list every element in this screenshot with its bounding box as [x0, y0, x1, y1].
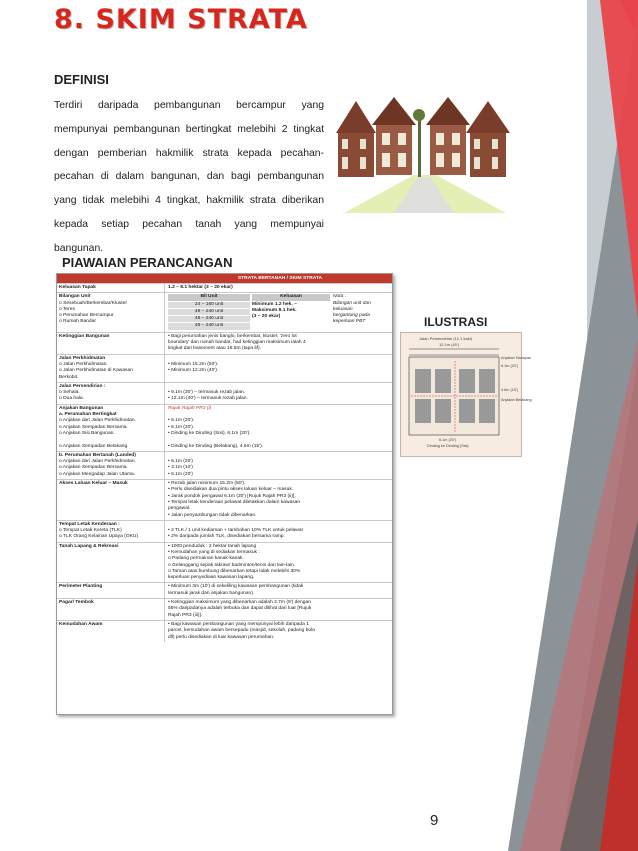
row-label-cell [57, 543, 165, 583]
bil-unit-value: 24 – 160 unit [168, 302, 250, 308]
standards-table [56, 273, 393, 715]
row-value-cell [165, 333, 392, 354]
page-title: 8. SKIM STRATA [54, 4, 308, 35]
row-value-line: • 6.1m (20'). [168, 424, 195, 430]
row-value-line: o Padang permainan kanak-kanak. [168, 556, 244, 562]
row-label-line: o Anjakan dari Jalan Perkhidmatan. [59, 418, 136, 424]
row-label-line: o Jalan Perkhidmatan di Kawasan [59, 368, 133, 374]
definisi-heading: DEFINISI [54, 72, 109, 87]
row-label-cell [57, 452, 165, 479]
row-value-line: keperluan penyediaan kawasan lapang. [168, 575, 255, 581]
row-value-line: boundary' dan rumah bandar, had ketinggian maksimum ialah 4 [168, 340, 306, 346]
row-value-line: • Bagi perumahan jenis banglo, berkembar, kluster, 'zero lot [168, 333, 297, 339]
nota-line: bergantung pada [333, 313, 370, 319]
row-value-line: • 6.1m (20'). [168, 418, 195, 424]
row-value-line: • Kemudahan yang di sediakan termasuk : [168, 549, 260, 555]
row-value-line: 55% daripadanya adalah terbuka dan dapat dilihat dari luar [Rujuk [168, 606, 312, 612]
table-row [57, 451, 392, 479]
row-label-cell [57, 405, 165, 451]
row-label-line: o Dua hala. [59, 396, 85, 402]
row-label-line: o Anjakan Sisi Bangunan. [59, 430, 115, 436]
nota-line: Nota : [333, 294, 347, 300]
table-row [57, 292, 392, 331]
row-value-line: • Tempat letak kenderaan pelawat diletakkan dalam kawasan [168, 499, 301, 505]
row-label-line: a. Perumahan Bertingkat [59, 412, 117, 418]
row-value-line: • 3.1m (10') [168, 465, 193, 471]
bil-unit-value: 48 – 240 unit [168, 316, 250, 322]
table-row [57, 404, 392, 451]
row-label-line: o Anjakan dari Jalan Perkhidmatan. [59, 459, 136, 465]
row-value-line: • Minimum 12.2m (40'). [168, 368, 219, 374]
plan-label-jalan-width: 12.1m (40') [439, 342, 460, 347]
table-row [57, 332, 392, 354]
site-plan-illustration [400, 332, 532, 457]
row-value-line: pengawal. [168, 506, 191, 512]
row-label-line: Keluasan Tapak [59, 285, 96, 290]
row-value-cell [165, 621, 392, 642]
row-value-line: Rujuk Rajah PR3 (i) [168, 405, 212, 411]
row-value-cell [165, 521, 392, 542]
row-value-cell [165, 383, 392, 404]
row-value-line: • 1000 penduduk : 2 hektar tanah lapang [168, 543, 257, 549]
row-label-line: o Anjakan Sempadan Belakang. [59, 443, 129, 449]
row-value-cell [165, 293, 392, 331]
table-row [57, 582, 392, 598]
row-label-line: Kemudahan Awam [59, 621, 103, 627]
row-label-line: o Anjakan Sempadan Bersama. [59, 424, 128, 430]
table-row [57, 283, 392, 292]
plan-label-belakang: Anjakan Belakang [501, 398, 532, 402]
row-value-line: parcel, kemudahan awam bersepadu (masjid, sekolah, padang bola [168, 628, 315, 634]
row-value-cell [165, 480, 392, 520]
row-label-cell [57, 355, 165, 382]
row-value-line: • 6.1m (20') [168, 471, 193, 477]
nota-line: keluasan [333, 306, 353, 312]
row-label-cell [57, 284, 165, 292]
table-row [57, 620, 392, 642]
bil-unit-value: 48 – 240 unit [168, 309, 250, 315]
table-row [57, 479, 392, 520]
row-value-line: • 6.1m (20') [168, 459, 193, 465]
row-label-line: Akses Laluan Keluar – Masuk [59, 481, 128, 487]
row-label-line: Bilangan Unit [59, 294, 91, 300]
row-label-line: b. Perumahan Bertanah (Landed) [59, 452, 136, 458]
row-label-cell [57, 583, 165, 598]
row-value-line: • Jarak pondok pengawal 6.1m (20') [Rujuk Rajah PR3 (ii)]. [168, 493, 296, 499]
row-label-line: o Perumahan Bercampur [59, 313, 114, 319]
table-row [57, 598, 392, 620]
row-value-line: • Minimum 3m (10') di sekeliling kawasan pembangunan (tidak [168, 584, 304, 590]
row-value-line: o Taman atas bumbung dibenarkan tetapi tidak melebihi 30% [168, 568, 301, 574]
row-label-line: o Sesebuah/Berkembar/Kluster [59, 300, 127, 306]
table-header-title: STRATA BERTANAH / SKIM STRATA [237, 276, 323, 281]
table-row [57, 354, 392, 382]
nota-line: keperluan PBT [333, 319, 366, 325]
row-label-cell [57, 383, 165, 404]
row-value-line: termasuk jarak dari anjakan bangunan). [168, 590, 255, 596]
row-label-line: o Rumah Bandar [59, 319, 96, 325]
row-label-line: Anjakan Bangunan [59, 405, 104, 411]
row-label-line: Perimeter Planting [59, 584, 103, 590]
ilustrasi-heading: ILUSTRASI [424, 315, 488, 329]
row-label-cell [57, 599, 165, 620]
row-value-line: • Bagi kawasan pembangunan yang mempunyai lebih daripada 1 [168, 621, 309, 627]
plan-label-jalan: Jalan Persendirian (12.1 kaki) [419, 336, 472, 341]
row-label-cell [57, 521, 165, 542]
table-header [57, 274, 392, 283]
table-row [57, 382, 392, 404]
row-value-line: • Rezab jalan minimum 15.2m (50'). [168, 481, 246, 487]
row-value-line: • 9.1m (30') – termasuk rezab jalan. [168, 390, 246, 396]
row-label-cell [57, 621, 165, 642]
row-value-cell [165, 405, 392, 451]
row-label-line: o Teres [59, 306, 75, 312]
row-value-line: 1.2 – 8.1 hektar (3 – 20 ekar) [168, 285, 233, 290]
row-label-line: o TLK Orang Kelainan Upaya (OKU) [59, 534, 139, 540]
table-row [57, 542, 392, 583]
row-value-line: • Minimum 15.2m (50'). [168, 361, 219, 367]
plan-label-bottom-value: 6.1m (20') [439, 438, 456, 442]
row-label-line: Tempat Letak Kenderaan : [59, 521, 120, 527]
row-value-cell [165, 355, 392, 382]
row-value-cell [165, 284, 392, 292]
row-value-line: tingkat dari basement atau 18.5m (tapa lif). [168, 346, 261, 352]
keluasan-line: (3 – 20 ekar) [252, 314, 281, 320]
row-value-cell [165, 452, 392, 479]
piawaian-heading: PIAWAIAN PERANCANGAN [62, 255, 233, 270]
row-value-line: • 12.1m (40') – termasuk rezab jalan. [168, 396, 248, 402]
keluasan-line: Maksimum 8.1 hek. [252, 307, 297, 313]
site-plan-diagram [401, 333, 532, 456]
row-label-line: o Anjakan Mengadap Jalan Utama. [59, 471, 136, 477]
plan-label-anjakan-value: 6.1m (20') [501, 364, 518, 368]
row-value-line: dll) perlu disediakan di luar kawasan perumahan. [168, 634, 275, 640]
plan-label-anjakan: Anjakan Hadapan [501, 356, 532, 360]
row-label-line: o Sehala. [59, 390, 80, 396]
table-row [57, 520, 392, 542]
house-illustration [334, 95, 514, 215]
row-value-line: o Gelanggang sepak takraw/ badminton/tenis dan lain-lain. [168, 562, 296, 568]
row-value-line: • Jalan penyambungan tidak dibenarkan. [168, 512, 257, 518]
row-label-line: Ketinggian Bangunan [59, 333, 110, 339]
row-value-cell [165, 543, 392, 583]
bil-unit-value: 48 – 240 unit [168, 323, 250, 329]
keluasan-line: Minimum 1.2 hek. – [252, 301, 297, 307]
nota-line: Bilangan unit dan [333, 300, 371, 306]
page-number: 9 [430, 812, 439, 829]
row-label-line: Jalan Perkhidmatan [59, 355, 106, 361]
row-label-line: Pagar/ Tembok [59, 600, 94, 606]
row-label-line: Berkobit. [59, 374, 79, 380]
row-value-line: • 2 TLK / 1 unit kediaman + tambahan 10% TLK untuk pelawat [168, 528, 303, 534]
row-label-line: Jalan Persendirian : [59, 383, 106, 389]
row-value-line: • 2% daripada jumlah TLK, disediakan bersama ramp. [168, 534, 285, 540]
definisi-text: Terdiri daripada pembangunan bercampur yang mempunyai pembangunan bertingkat melebihi 2 tingkat dengan pemberian hakmilik strata kepada pecahan-pecahan di dalam bangunan, dan bagi pembangunan yang tidak melebihi 4 tingkat, hakmilik strata diberikan kepada setiap pecahan tanah yang mempunyai bangunan. [54, 100, 324, 254]
row-value-line: • Ketinggian maksimum yang dibenarkan adalah 2.7m (9') dengan [168, 600, 311, 606]
plan-label-belakang-value: 4.6m (15') [501, 388, 518, 392]
row-label-line: o Jalan Perkhidmatan. [59, 361, 108, 367]
row-label-cell [57, 480, 165, 520]
row-label-line: o Tempat Letak Kereta (TLK) [59, 528, 122, 534]
row-value-line: • Perlu disediakan dua pintu akses laluan keluar – masuk. [168, 487, 294, 493]
row-value-cell [165, 599, 392, 620]
plan-label-dinding: Dinding ke Dinding (Sisi) [427, 444, 469, 448]
row-label-line: Tanah Lapang & Rekreasi [59, 543, 119, 549]
row-label-line: o Anjakan Sempadan Bersama. [59, 465, 128, 471]
row-value-line: • Dinding ke Dinding (Belakang), 4.6m (15'). [168, 443, 264, 449]
row-value-cell [165, 583, 392, 598]
row-label-cell [57, 293, 165, 331]
row-value-line: • Dinding ke Dinding (Sisi), 6.1m (20'). [168, 430, 251, 436]
keluasan-header: Keluasan [252, 294, 330, 300]
bil-unit-header: Bil Unit [168, 294, 250, 300]
row-value-line: Rajah PR3 (iii)]. [168, 612, 203, 618]
row-label-cell [57, 333, 165, 354]
